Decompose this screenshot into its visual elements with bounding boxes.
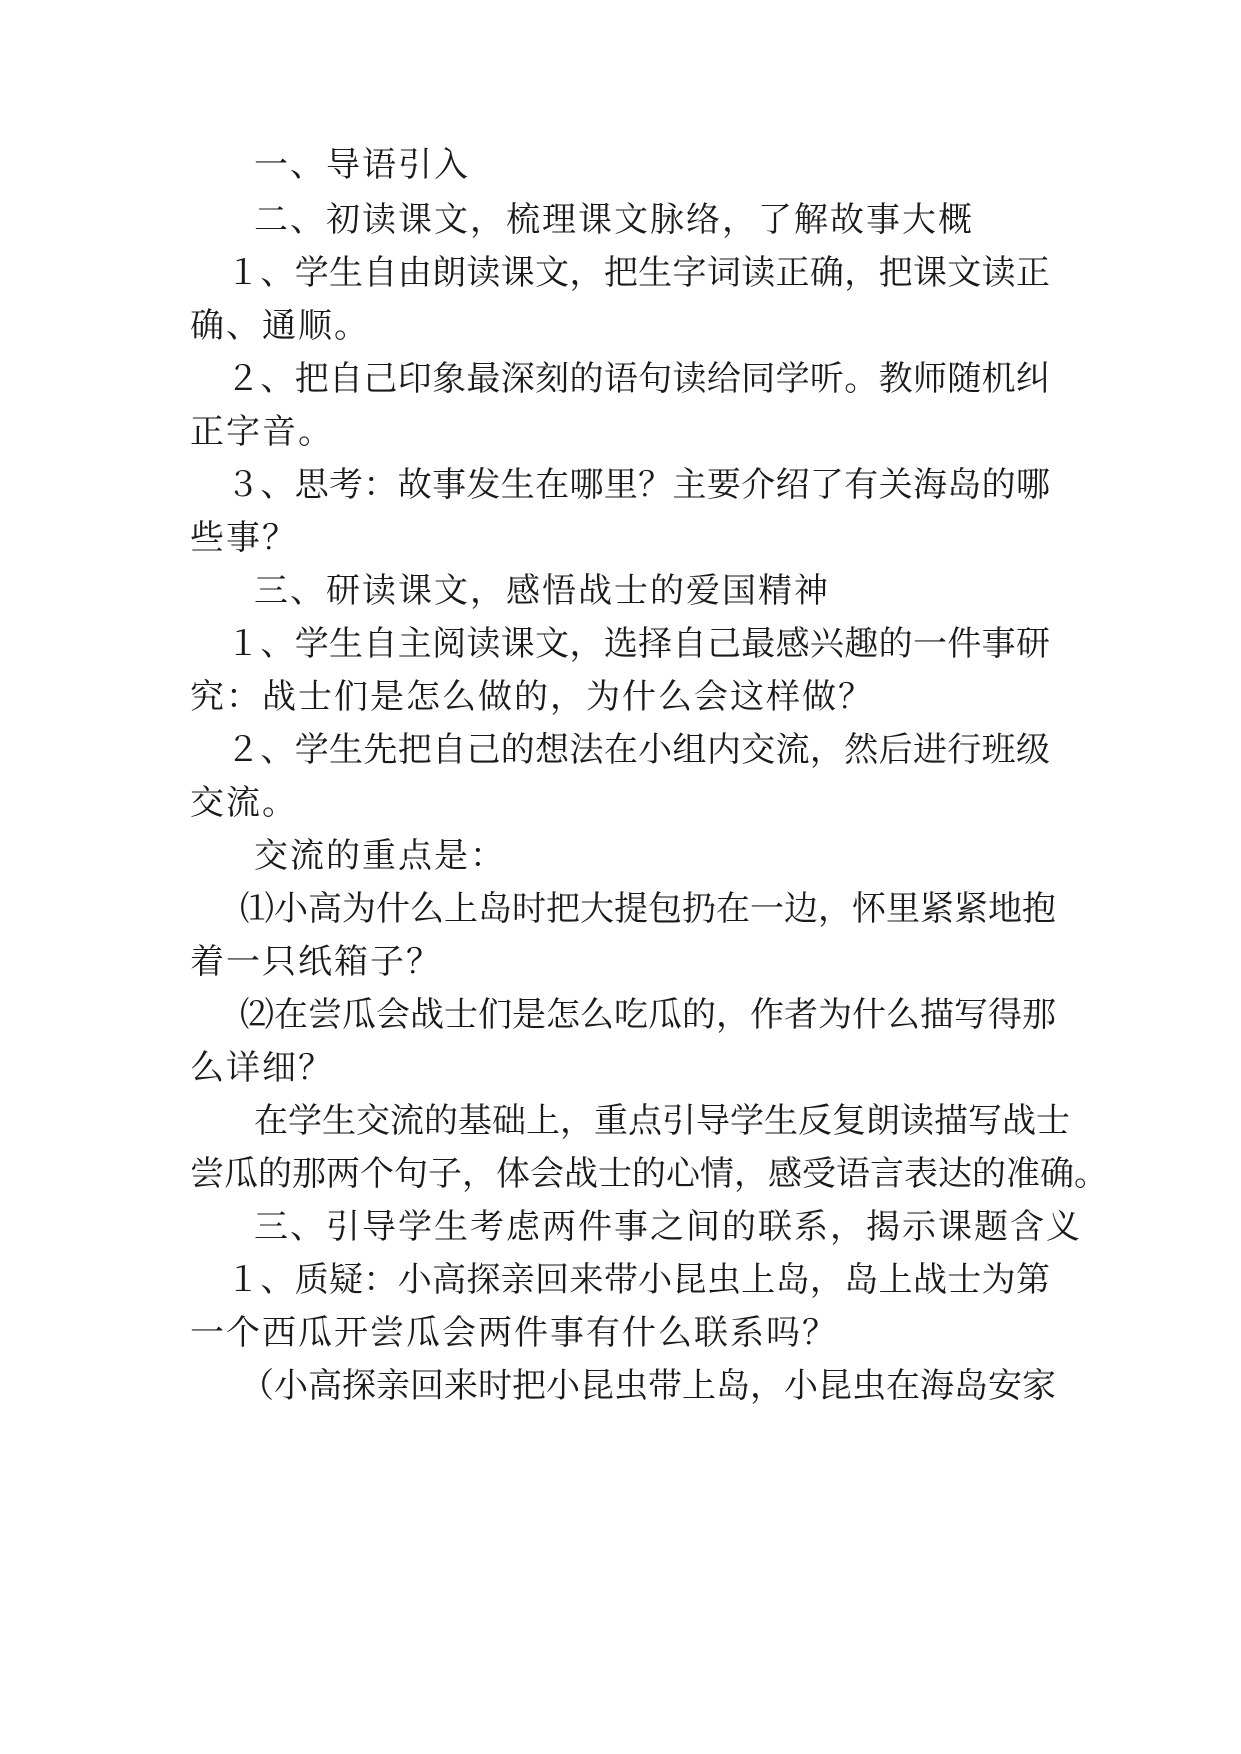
paragraph-line: 确、通顺。	[190, 306, 370, 346]
paragraph-line: １、学生自由朗读课文，把生字词读正确，把课文读正	[226, 253, 1050, 293]
paragraph-line: （小高探亲回来时把小昆虫带上岛，小昆虫在海岛安家	[240, 1366, 1056, 1406]
paragraph-line: ２、学生先把自己的想法在小组内交流，然后进行班级	[226, 730, 1050, 770]
paragraph-line: ３、思考：故事发生在哪里？主要介绍了有关海岛的哪	[226, 465, 1050, 505]
paragraph-line: ⑵在尝瓜会战士们是怎么吃瓜的，作者为什么描写得那	[240, 995, 1056, 1035]
paragraph-line: 交流。	[190, 783, 298, 823]
paragraph-line: 些事？	[190, 518, 298, 558]
paragraph-line: ２、把自己印象最深刻的语句读给同学听。教师随机纠	[226, 359, 1050, 399]
paragraph-line: １、学生自主阅读课文，选择自己最感兴趣的一件事研	[226, 624, 1050, 664]
paragraph-line: 么详细？	[190, 1048, 334, 1088]
paragraph-line: 正字音。	[190, 412, 334, 452]
heading-study-reading: 三、研读课文，感悟战士的爱国精神	[254, 571, 830, 611]
paragraph-line: 一个西瓜开尝瓜会两件事有什么联系吗？	[190, 1313, 838, 1353]
paragraph-line: 究：战士们是怎么做的，为什么会这样做？	[190, 677, 874, 717]
paragraph-line: 尝瓜的那两个句子，体会战士的心情，感受语言表达的准确。	[190, 1154, 1108, 1194]
paragraph-line: 着一只纸箱子？	[190, 942, 442, 982]
heading-connection: 三、引导学生考虑两件事之间的联系，揭示课题含义	[254, 1207, 1082, 1247]
heading-first-reading: 二、初读课文，梳理课文脉络，了解故事大概	[254, 200, 974, 240]
heading-intro: 一、导语引入	[254, 145, 470, 185]
paragraph-line: 交流的重点是：	[254, 836, 506, 876]
paragraph-line: ⑴小高为什么上岛时把大提包扔在一边，怀里紧紧地抱	[240, 889, 1056, 929]
paragraph-line: １、质疑：小高探亲回来带小昆虫上岛，岛上战士为第	[226, 1260, 1050, 1300]
paragraph-line: 在学生交流的基础上，重点引导学生反复朗读描写战士	[254, 1101, 1070, 1141]
